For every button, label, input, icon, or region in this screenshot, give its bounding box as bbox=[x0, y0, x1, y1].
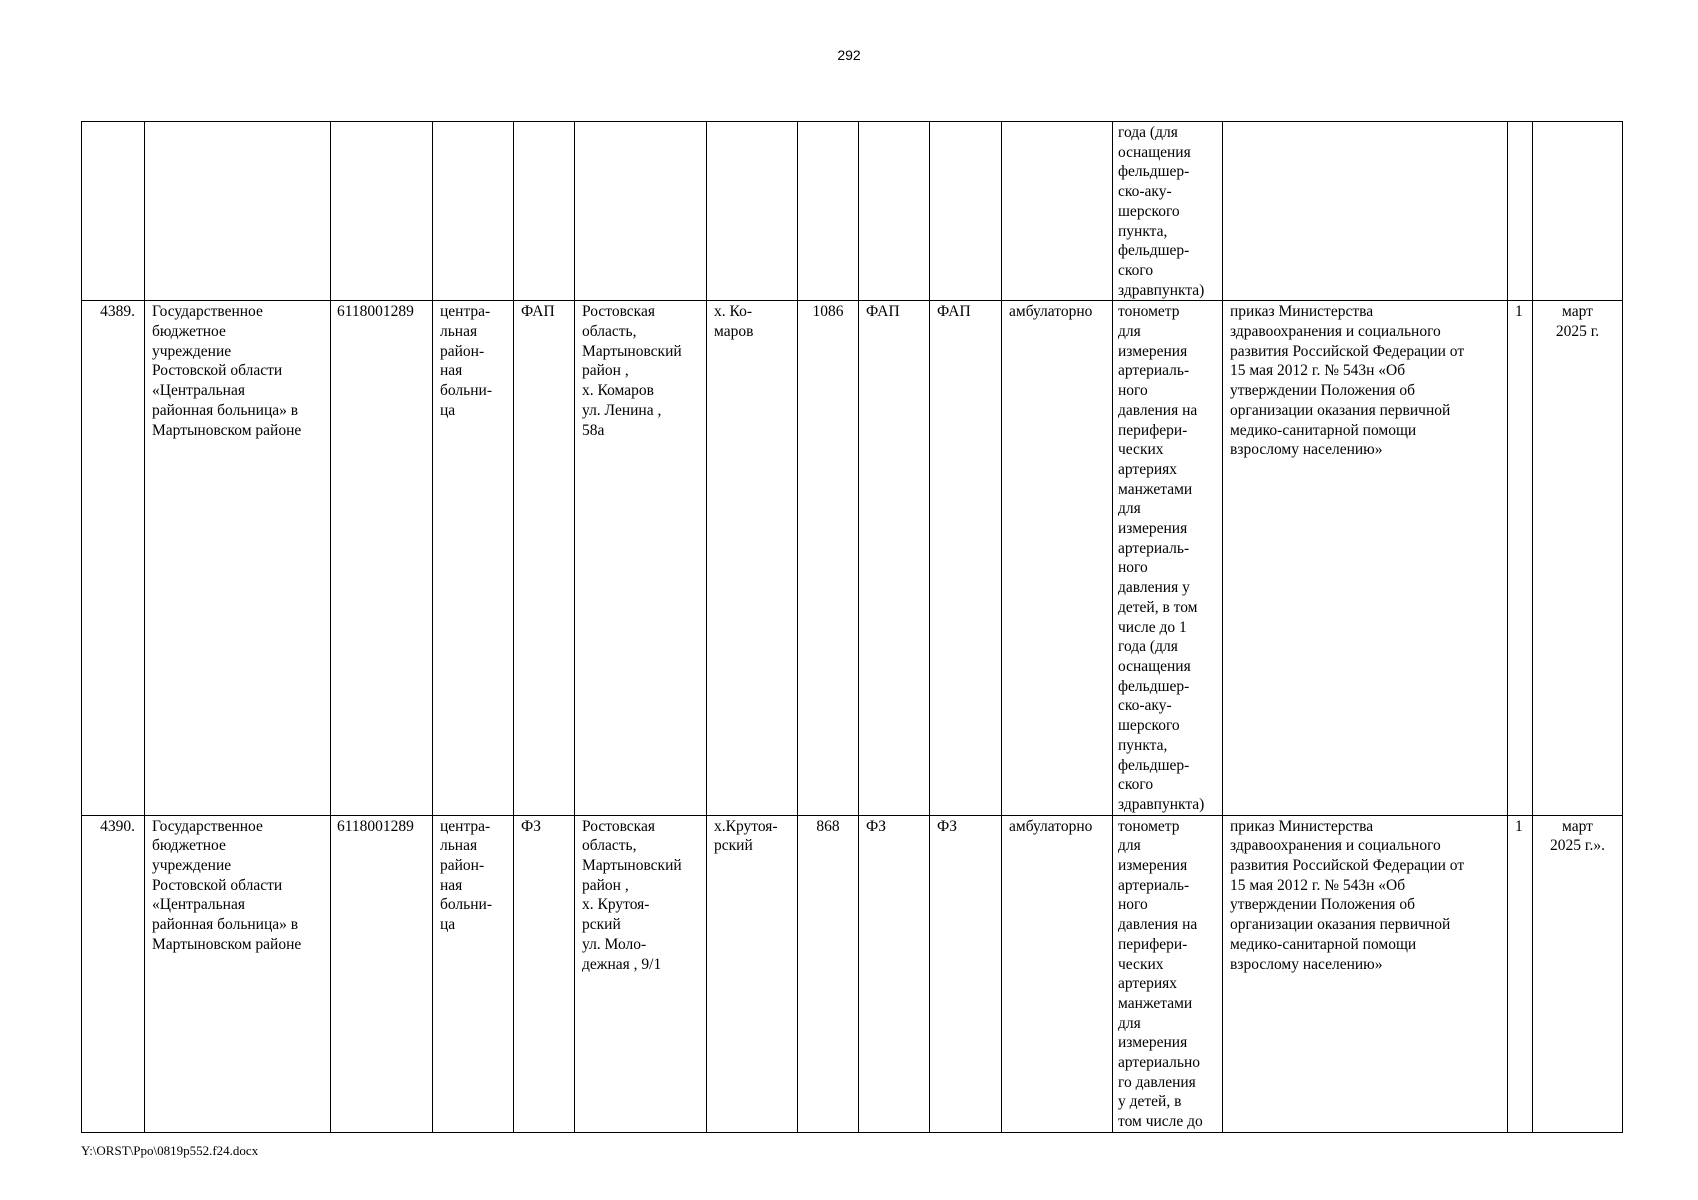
cell-address bbox=[575, 122, 707, 301]
cell-inn bbox=[331, 122, 433, 301]
cell-unit bbox=[514, 122, 575, 301]
cell-settlement: х.Крутоя- рский bbox=[707, 815, 798, 1132]
cell-num bbox=[82, 122, 145, 301]
page-number: 292 bbox=[837, 47, 861, 63]
cell-org: Государственное бюджетное учреждение Ростовской области «Центральная районная больница» в Мартыновском районе bbox=[145, 301, 331, 815]
cell-date: март 2025 г.». bbox=[1533, 815, 1623, 1132]
cell-equipment: тонометр для измерения артериаль- ного давления на перифери- ческих артериях манжетами для измерения артериально го давления у детей, в том числе до bbox=[1113, 815, 1223, 1132]
cell-num: 4389. bbox=[82, 301, 145, 815]
cell-equipment: года (для оснащения фельдшер- ско-аку- шерского пункта, фельдшер- ского здравпункта) bbox=[1113, 122, 1223, 301]
cell-unit3: ФЗ bbox=[930, 815, 1002, 1132]
cell-population: 1086 bbox=[798, 301, 859, 815]
cell-qty bbox=[1508, 122, 1533, 301]
cell-unit2: ФЗ bbox=[859, 815, 930, 1132]
table-row bbox=[82, 301, 1623, 815]
cell-mode: амбулаторно bbox=[1002, 815, 1113, 1132]
equipment-table bbox=[81, 121, 1623, 1133]
table-row bbox=[82, 122, 1623, 301]
table-row bbox=[82, 815, 1623, 1132]
cell-qty: 1 bbox=[1508, 301, 1533, 815]
cell-type: центра- льная район- ная больни- ца bbox=[433, 815, 514, 1132]
cell-order: приказ Министерства здравоохранения и социального развития Российской Федерации от 15 мая 2012 г. № 543н «Об утверждении Положения об организации оказания первичной медико-санитарной помощи взрослому населению» bbox=[1223, 815, 1508, 1132]
cell-num: 4390. bbox=[82, 815, 145, 1132]
cell-unit: ФАП bbox=[514, 301, 575, 815]
cell-address: Ростовская область, Мартыновский район , х. Крутоя- рский ул. Моло- дежная , 9/1 bbox=[575, 815, 707, 1132]
cell-qty: 1 bbox=[1508, 815, 1533, 1132]
cell-type bbox=[433, 122, 514, 301]
cell-org: Государственное бюджетное учреждение Ростовской области «Центральная районная больница» в Мартыновском районе bbox=[145, 815, 331, 1132]
cell-settlement: х. Ко- маров bbox=[707, 301, 798, 815]
cell-population: 868 bbox=[798, 815, 859, 1132]
footer-file-path: Y:\ORST\Ppo\0819p552.f24.docx bbox=[81, 1143, 259, 1158]
cell-settlement bbox=[707, 122, 798, 301]
cell-unit3: ФАП bbox=[930, 301, 1002, 815]
cell-address: Ростовская область, Мартыновский район , х. Комаров ул. Ленина , 58а bbox=[575, 301, 707, 815]
cell-org bbox=[145, 122, 331, 301]
cell-date: март 2025 г. bbox=[1533, 301, 1623, 815]
cell-equipment: тонометр для измерения артериаль- ного давления на перифери- ческих артериях манжетами для измерения артериаль- ного давления у детей, в том числе до 1 года (для оснащения фельдшер- ско-аку- шерского пункта, фельдшер- ского здравпункта) bbox=[1113, 301, 1223, 815]
cell-mode bbox=[1002, 122, 1113, 301]
cell-order: приказ Министерства здравоохранения и социального развития Российской Федерации от 15 мая 2012 г. № 543н «Об утверждении Положения об организации оказания первичной медико-санитарной помощи взрослому населению» bbox=[1223, 301, 1508, 815]
cell-unit2 bbox=[859, 122, 930, 301]
cell-inn: 6118001289 bbox=[331, 301, 433, 815]
cell-population bbox=[798, 122, 859, 301]
cell-unit3 bbox=[930, 122, 1002, 301]
cell-unit: ФЗ bbox=[514, 815, 575, 1132]
cell-order bbox=[1223, 122, 1508, 301]
cell-mode: амбулаторно bbox=[1002, 301, 1113, 815]
cell-unit2: ФАП bbox=[859, 301, 930, 815]
cell-inn: 6118001289 bbox=[331, 815, 433, 1132]
cell-date bbox=[1533, 122, 1623, 301]
cell-type: центра- льная район- ная больни- ца bbox=[433, 301, 514, 815]
